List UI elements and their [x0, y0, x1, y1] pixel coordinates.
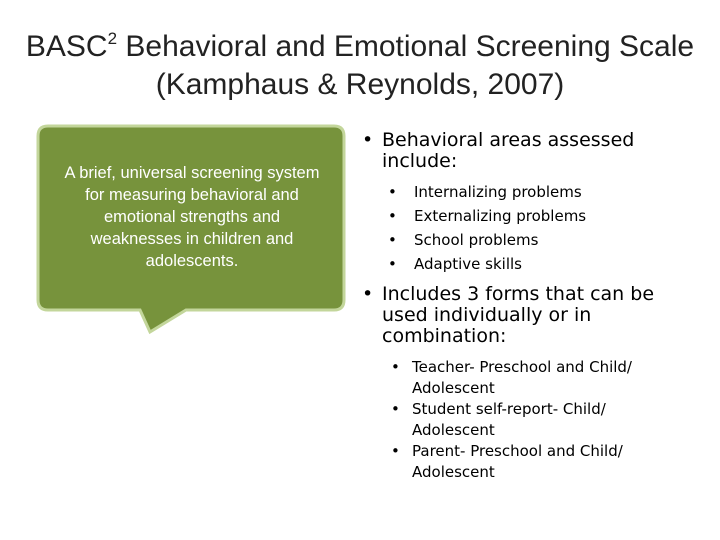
bullet-dot-icon: • — [388, 207, 397, 225]
behavioral-areas-list — [362, 180, 692, 276]
list-item-text: Adaptive skills — [414, 255, 522, 273]
list-item — [362, 180, 692, 204]
list-item-text: Internalizing problems — [414, 183, 582, 201]
list-item-text: Student self-report- Child/ Adolescent — [412, 400, 606, 439]
title-basc: BASC — [25, 30, 108, 63]
bullet-dot-icon: • — [362, 129, 374, 151]
bullet-content — [362, 130, 692, 491]
title-line-2: (Kamphaus & Reynolds, 2007) — [155, 68, 565, 101]
list-item — [362, 357, 692, 399]
list-item-text: Parent- Preschool and Child/ Adolescent — [412, 442, 623, 481]
title-superscript: 2 — [107, 29, 118, 48]
callout-text: A brief, universal screening system for measuring behavioral and emotional strengths and weaknesses in children and adolescents. — [64, 164, 320, 270]
list-item-text: Teacher- Preschool and Child/ Adolescent — [412, 358, 632, 397]
list-item — [362, 399, 692, 441]
bullet-text: Includes 3 forms that can be used individually or in combination: — [382, 283, 655, 347]
bullet-text: Behavioral areas assessed include: — [382, 129, 635, 172]
bullet-dot-icon: • — [388, 183, 397, 201]
title-line-1-rest: Behavioral and Emotional Screening Scale — [117, 30, 695, 63]
bullet-dot-icon: • — [388, 255, 397, 273]
bullet-dot-icon: • — [391, 358, 400, 376]
bullet-dot-icon: • — [391, 400, 400, 418]
slide-title — [0, 28, 720, 104]
bullet-forms — [362, 284, 692, 347]
bullet-behavioral-areas — [362, 130, 692, 172]
bullet-dot-icon: • — [362, 283, 374, 305]
bullet-dot-icon: • — [391, 442, 400, 460]
list-item — [362, 204, 692, 228]
bullet-dot-icon: • — [388, 231, 397, 249]
list-item-text: School problems — [414, 231, 539, 249]
forms-list — [362, 357, 692, 483]
callout-box — [36, 124, 346, 336]
list-item — [362, 441, 692, 483]
list-item-text: Externalizing problems — [414, 207, 587, 225]
title-line-1 — [0, 28, 720, 66]
list-item — [362, 228, 692, 252]
list-item — [362, 252, 692, 276]
